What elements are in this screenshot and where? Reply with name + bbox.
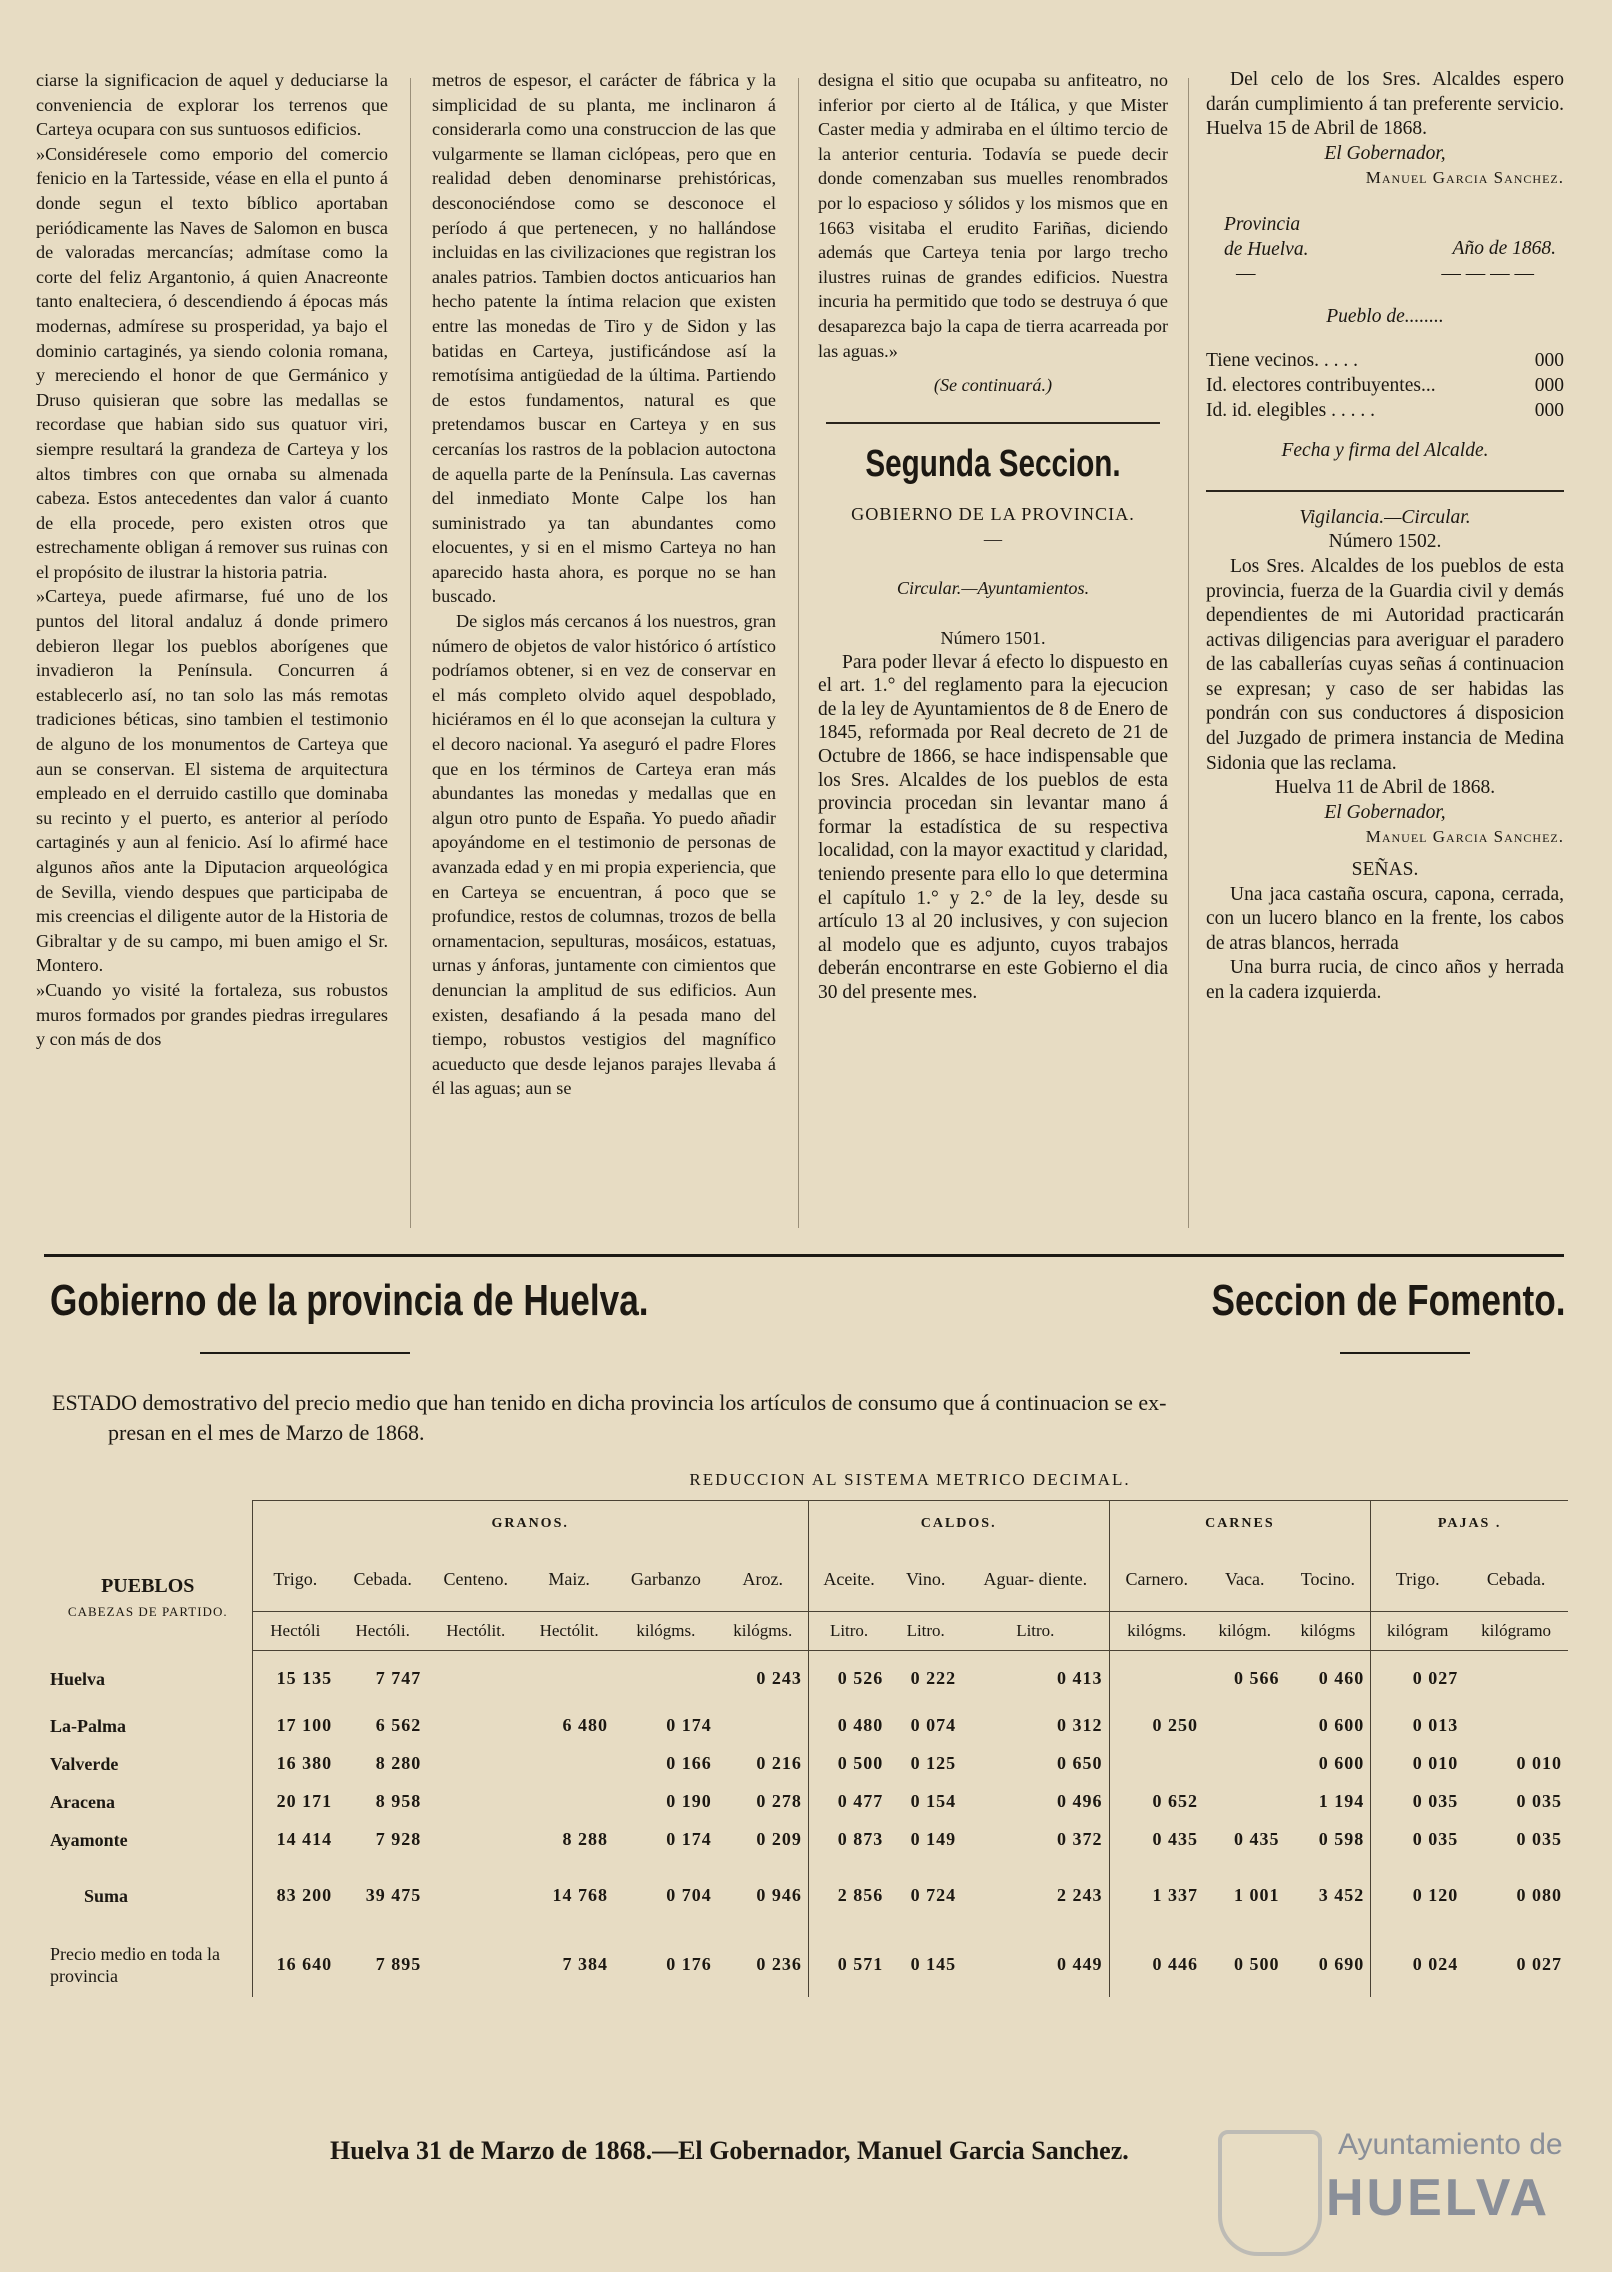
column-header: Cebada.: [1486, 1568, 1546, 1589]
table-cell: 0 566: [1234, 1668, 1280, 1689]
circular-title: Vigilancia.—Circular.: [1299, 506, 1471, 528]
row-label: Huelva: [50, 1668, 106, 1689]
table-cell: [1204, 1745, 1286, 1783]
table-cell: 0 027: [1516, 1954, 1562, 1974]
divider: [1206, 490, 1564, 492]
column-unit: Hectóli.: [338, 1612, 427, 1651]
table-cell: 3 452: [1318, 1885, 1365, 1905]
group-label: CARNES: [1109, 1501, 1371, 1548]
table-cell: 0 013: [1371, 1707, 1465, 1745]
form-value: 000: [1534, 399, 1564, 421]
table-row: [44, 1783, 1568, 1821]
column-unit: Hectólit.: [524, 1612, 614, 1651]
table-cell: 0 598: [1318, 1829, 1365, 1849]
column-header: Aceite.: [808, 1547, 889, 1612]
table-cell: 0 145: [910, 1954, 957, 1974]
estado-description: [52, 1388, 1562, 1448]
table-cell: 0 010: [1371, 1745, 1465, 1783]
signs-heading: SEÑAS.: [1351, 859, 1419, 881]
table-cell: 15 135: [252, 1651, 338, 1707]
table-cell: [427, 1933, 524, 1997]
paragraph: metros de espesor, el carácter de fábrica y la simplicidad de su planta, me inclinaron á considerarla como una construccion de las que vulgarmente se llaman ciclópeas, pero que en realidad deben denominarse prehistóricas, desconociéndose como se desconoce el período á que pertenecen, y no hallándose incluidas en las civilizaciones que registran los anales patrios. Tambien doctos anticuarios han hecho patente la íntima relacion que existen entre las monedas de Tiro y de Sidon y las batidas en Carteya, justificándose así la remotísima antigüedad de la última. Partiendo de estos fundamentos, natural es que pretendamos buscar en Carteya y en sus cercanías los rastros de la poblacion autoctona de aquella parte de la Península. Las cavernas del inmediato Monte Calpe los han suministrado ya tan abundantes como elocuentes, y si en el mismo Carteya no han aparecido hasta ahora, es porque no se han buscado.: [432, 70, 776, 607]
table-cell: 7 895: [375, 1954, 422, 1974]
group-label: PAJAS .: [1371, 1501, 1568, 1548]
table-cell: 0 946: [756, 1885, 802, 1905]
table-cell: 83 200: [252, 1859, 338, 1933]
signature-name: Manuel Garcia Sanchez.: [1365, 827, 1564, 847]
article-column-1: [36, 68, 388, 1216]
row-label: La-Palma: [50, 1715, 126, 1736]
row-label: Valverde: [50, 1753, 119, 1774]
paragraph: De siglos más cercanos á los nuestros, gran número de objetos de valor histórico ó artístico podríamos obtener, si en vez de conservar en el más completo olvido aquel despoblado, hiciéramos en él lo que aconsejan la cultura y el decoro nacional. Ya aseguró el padre Flores que en los términos de Carteya eran más abundantes las monedas y medallas que en algun otro punto de España. Yo puedo añadir apoyándome en el testimonio de personas de avanzada edad y en mi propia experiencia, que en Carteya se encuentran, á poco que se profundice, restos de columnas, trozos de bella ornamentacion, sepulturas, mosáicos, estatuas, urnas y ánforas, juntamente con cimientos que denuncian la amplitud de sus edificios. Aun existen, desafiando á la pesada mano del tiempo, robustos vestigios del magnífico acueducto que desde lejanos parajes llevaba á él las aguas; aun se: [432, 611, 776, 1099]
article-column-4: [1206, 68, 1564, 1216]
form-rows: [1206, 349, 1564, 423]
dash: —: [983, 528, 1003, 549]
table-cell: 0 074: [910, 1715, 957, 1735]
column-header: Aguar- diente.: [983, 1568, 1088, 1589]
table-cell: [718, 1707, 809, 1745]
column-divider: [1188, 78, 1189, 1228]
dash: —: [1236, 263, 1256, 285]
table-cell: 8 280: [375, 1753, 422, 1773]
table-cell: 0 704: [666, 1885, 712, 1905]
column-header: Garbanzo: [630, 1568, 701, 1589]
table-cell: 0 080: [1516, 1885, 1562, 1905]
table-cell: [427, 1651, 524, 1707]
table-cell: [1204, 1783, 1286, 1821]
paragraph: designa el sitio que ocupaba su anfiteatro, no inferior por cierto al de Itálica, y que Mister Caster media y admiraba en el último tercio de la anterior centuria. Todavía se puede decir donde comenzaban sus muelles renombrados por lo espacioso y sólidos y los mismos que en 1663 visitaba el erudito Fariñas, diciendo además que Carteya tenia por largo trecho ilustres ruinas de grandes edificios. Nuestra incuria ha permitido que todo se destruya ó que desaparezca bajo la capa de tierra acarreada por las aguas.»: [818, 70, 1168, 361]
section-title: Segunda Seccion.: [865, 442, 1121, 485]
column-header: Aroz.: [742, 1568, 784, 1589]
row-label: Aracena: [50, 1791, 115, 1812]
table-cell: 7 747: [375, 1668, 422, 1689]
ornament-rule: [1340, 1352, 1470, 1354]
column-header: Trigo.: [1371, 1547, 1465, 1612]
table-cell: 16 380: [252, 1745, 338, 1783]
table-cell: 0 480: [808, 1707, 889, 1745]
table-cell: 0 500: [1234, 1954, 1280, 1974]
table-cell: 0 526: [808, 1651, 889, 1707]
table-cell: 0 035: [1371, 1821, 1465, 1859]
table-cell: 0 600: [1318, 1715, 1365, 1735]
section-rule: [44, 1254, 1564, 1257]
sign-item: Una jaca castaña oscura, capona, cerrada, con un lucero blanco en la frente, los cabos de atras blancos, herrada: [1206, 883, 1564, 954]
table-cell: 0 435: [1234, 1829, 1280, 1849]
continuation-note: (Se continuará.): [933, 375, 1053, 396]
table-cell: 0 190: [666, 1791, 712, 1811]
estado-line: ESTADO demostrativo del precio medio que han tenido en dicha provincia los artículos de consumo que á continuacion se ex-: [52, 1390, 1167, 1415]
table-cell: [427, 1821, 524, 1859]
table-cell: 20 171: [252, 1783, 338, 1821]
form-row: [1206, 349, 1564, 374]
table-header-cabezas: CABEZAS DE PARTIDO.: [67, 1603, 228, 1619]
table-cell: [427, 1859, 524, 1933]
table-cell: 0 010: [1516, 1753, 1562, 1773]
table-cell: 14 414: [252, 1821, 338, 1859]
footer-signature: Huelva 31 de Marzo de 1868.—El Gobernador, Manuel Garcia Sanchez.: [330, 2136, 1129, 2165]
table-cell: 0 690: [1318, 1954, 1365, 1974]
table-cell: 0 035: [1371, 1783, 1465, 1821]
table-cell: 0 174: [666, 1715, 712, 1735]
table-cell: 14 768: [552, 1885, 609, 1905]
circular-body: Los Sres. Alcaldes de los pueblos de esta provincia, fuerza de la Guardia civil y demás dependientes de mi Autoridad practicarán activas diligencias para averiguar el paradero de las caballerías cuyas señas á continuacion se expresan; y caso de ser habidas las pondrán con sus conductores á disposicion del Juzgado de primera instancia de Medina Sidonia que las reclama.: [1206, 555, 1564, 774]
table-cell: 0 176: [666, 1954, 712, 1974]
ornament-rule: [200, 1352, 410, 1354]
table-cell: 0 035: [1516, 1791, 1562, 1811]
table-cell: [1464, 1707, 1568, 1745]
table-cell: 0 500: [808, 1745, 889, 1783]
table-row: [44, 1707, 1568, 1745]
row-label: Suma: [84, 1885, 129, 1906]
table-cell: 0 446: [1109, 1933, 1204, 1997]
divider: [826, 422, 1160, 424]
table-cell: 17 100: [252, 1707, 338, 1745]
form-year: Año de 1868.: [1452, 237, 1556, 259]
circular-number: Número 1502.: [1328, 531, 1442, 553]
table-cell: 0 600: [1318, 1753, 1365, 1773]
group-label: GRANOS.: [252, 1501, 808, 1548]
table-cell: [427, 1707, 524, 1745]
table-cell: 0 652: [1109, 1783, 1204, 1821]
column-unit: Hectóli: [252, 1612, 338, 1651]
paragraph: ciarse la significacion de aquel y deduciarse la conveniencia de explorar los terrenos que Carteya ocupara con sus suntuosos edificios.: [36, 70, 388, 140]
table-cell: [1464, 1651, 1568, 1707]
table-cell: 0 724: [910, 1885, 957, 1905]
table-cell: 0 174: [666, 1829, 712, 1849]
table-row: [44, 1859, 1568, 1933]
form-label: Id. electores contribuyentes...: [1206, 374, 1436, 396]
table-cell: [524, 1745, 614, 1783]
table-cell: 0 650: [1057, 1753, 1103, 1773]
table-cell: 6 480: [562, 1715, 609, 1735]
table-cell: 0 236: [756, 1954, 802, 1974]
form-village: Pueblo de........: [1326, 305, 1444, 327]
table-cell: 0 413: [1057, 1668, 1103, 1689]
column-header: Centeno.: [443, 1568, 508, 1589]
table-row: [44, 1821, 1568, 1859]
table-cell: 1 194: [1318, 1791, 1365, 1811]
table-cell: 0 222: [910, 1668, 957, 1689]
column-divider: [410, 78, 411, 1228]
group-label: CALDOS.: [808, 1501, 1109, 1548]
estado-line: presan en el mes de Marzo de 1868.: [108, 1420, 425, 1445]
table-cell: 2 243: [1057, 1885, 1103, 1905]
column-unit: Litro.: [808, 1612, 889, 1651]
paragraph: »Considéresele como emporio del comercio fenicio en la Tartesside, véase en ella el punto á donde segun el texto bíblico aportaban periódicamente las Naves de Salomon en busca de valoradas mercancías; admítase como la corte del feliz Argantonio, á quien Anacreonte tanto enalteciera, ó descendiendo á épocas más modernas, admírese su prosperidad, ya bajo el dominio cartaginés, ya siendo colonia romana, y mereciendo el honor de que Germánico y Druso quisieran que sobre las medallas se recordase que habian sido sus quatuor viri, siempre resultará la grandeza de Carteya y los altos timbres con que ornaba su almenada cabeza. Estos antecedentes dan valor á cuanto de ella procede, pero existen otros que estrechamente obligan á remover sus ruinas con el propósito de ilustrar la historia patria.: [36, 143, 388, 582]
table-cell: 0 024: [1371, 1933, 1465, 1997]
table-cell: 0 460: [1318, 1668, 1365, 1689]
column-unit: Hectólit.: [427, 1612, 524, 1651]
table-cell: 0 435: [1109, 1821, 1204, 1859]
column-unit: kilógms.: [1109, 1612, 1204, 1651]
form-value: 000: [1534, 374, 1564, 396]
table-cell: [427, 1783, 524, 1821]
form-province-name: de Huelva.: [1224, 238, 1309, 260]
table-cell: 1 001: [1234, 1885, 1280, 1905]
table-cell: 0 035: [1516, 1829, 1562, 1849]
table-cell: 0 449: [1057, 1954, 1103, 1974]
column-divider: [798, 78, 799, 1228]
circular-body: Para poder llevar á efecto lo dispuesto en el art. 1.° del reglamento para la ejecucion de la ley de Ayuntamientos de 8 de Enero de 1845, reformada por Real decreto de 21 de Octubre de 1866, se hace indispensable que los Sres. Alcaldes de los pueblos de esta provincia procedan sin levantar mano á formar la estadística de su respectiva localidad, con la mayor exactitud y claridad, teniendo presente para ello lo que determina el capítulo 1.° y 2.° de la ley, desde su artículo 13 al 20 inclusives, y con sujecion al modelo que es adjunto, cuyos trabajos deberán encontrarse en este Gobierno el dia 30 del presente mes.: [818, 651, 1168, 1003]
paragraph: »Carteya, puede afirmarse, fué uno de los puntos del litoral andaluz á donde primero debieron llegar los pueblos aborígenes que invadieron la Península. Concurren á establecerlo así, no tan solo las más remotas tradiciones béticas, sino tambien el testimonio de alguno de los monumentos de Carteya que aun se conservan. El sistema de arquitectura empleado en el derruido castillo que dominaba su recinto y el puerto, es anterior al período cartaginés y aun al fenicio. Así lo afirmé hace algunos años ante la Diputacion arqueológica de Sevilla, viendo despues que participaba de mis creencias el diligente autor de la Historia de Gibraltar y de su campo, mi buen amigo el Sr. Montero.: [36, 586, 388, 976]
table-cell: 0 571: [808, 1933, 889, 1997]
form-value: 000: [1534, 350, 1564, 372]
paragraph: »Cuando yo visité la fortaleza, sus robustos muros formados por grandes piedras irregulares y con más de dos: [36, 979, 388, 1050]
form-label: Tiene vecinos. . . . .: [1206, 350, 1359, 372]
table-cell: 0 477: [808, 1783, 889, 1821]
column-header: Vino.: [905, 1568, 946, 1589]
form-label: Id. id. elegibles . . . . .: [1206, 399, 1375, 421]
form-province: Provincia: [1224, 213, 1301, 235]
table-cell: [614, 1651, 718, 1707]
table-cell: 0 125: [910, 1753, 957, 1773]
table-cell: 8 958: [375, 1791, 422, 1811]
table-header-pueblos: PUEBLOS: [101, 1574, 195, 1597]
table-cell: 0 312: [1057, 1715, 1103, 1735]
column-unit: kilógms.: [614, 1612, 718, 1651]
watermark-text: Ayuntamiento de: [1338, 2128, 1563, 2161]
government-heading: GOBIERNO DE LA PROVINCIA.: [851, 504, 1135, 525]
date-line: Huelva 11 de Abril de 1868.: [1274, 777, 1496, 799]
signature-title: El Gobernador,: [1324, 142, 1446, 164]
table-cell: 0 216: [756, 1753, 802, 1773]
signature-name: Manuel Garcia Sanchez.: [1365, 168, 1564, 188]
column-unit: kilógm.: [1204, 1612, 1286, 1651]
table-row: [44, 1933, 1568, 1997]
column-unit: Litro.: [962, 1612, 1109, 1651]
fomento-header: Seccion de Fomento.: [1211, 1276, 1566, 1325]
table-cell: 7 384: [562, 1954, 609, 1974]
table-cell: 0 496: [1057, 1791, 1103, 1811]
article-column-3: [818, 68, 1168, 1216]
column-unit: Litro.: [889, 1612, 962, 1651]
sign-item: Una burra rucia, de cinco años y herrada en la cadera izquierda.: [1206, 957, 1564, 1003]
table-cell: 16 640: [252, 1933, 338, 1997]
table-cell: 0 154: [910, 1791, 957, 1811]
form-signature: Fecha y firma del Alcalde.: [1281, 440, 1489, 462]
table-row: [44, 1745, 1568, 1783]
form-row: [1206, 374, 1564, 399]
table-cell: 0 278: [756, 1791, 802, 1811]
column-header: Maiz.: [548, 1568, 590, 1589]
table-cell: 39 475: [365, 1885, 422, 1905]
price-table: [44, 1460, 1568, 1997]
column-unit: kilógms: [1286, 1612, 1371, 1651]
row-label: Ayamonte: [50, 1829, 128, 1850]
article-column-2: [432, 68, 776, 1216]
table-cell: 0 243: [756, 1668, 802, 1689]
circular-number: Número 1501.: [940, 628, 1046, 649]
table-cell: [1109, 1651, 1204, 1707]
table-cell: 0 209: [756, 1829, 802, 1849]
column-unit: kilógram: [1371, 1612, 1465, 1651]
column-header: Cebada.: [353, 1568, 412, 1589]
table-cell: 0 027: [1371, 1651, 1465, 1707]
table-cell: 0 149: [910, 1829, 957, 1849]
table-cell: 0 372: [1057, 1829, 1103, 1849]
table-cell: [524, 1783, 614, 1821]
table-cell: 1 337: [1109, 1859, 1204, 1933]
dash: — — — —: [1441, 263, 1534, 285]
shield-icon: [1218, 2130, 1322, 2256]
column-unit: kilógms.: [718, 1612, 809, 1651]
signature-title: El Gobernador,: [1324, 801, 1446, 823]
column-header: Trigo.: [252, 1547, 338, 1612]
table-cell: [1204, 1707, 1286, 1745]
table-cell: 6 562: [375, 1715, 422, 1735]
table-cell: 0 120: [1371, 1859, 1465, 1933]
table-cell: [524, 1651, 614, 1707]
circular-title: Circular.—Ayuntamientos.: [896, 577, 1090, 598]
province-header: Gobierno de la provincia de Huelva.: [50, 1276, 649, 1325]
column-header: Carnero.: [1109, 1547, 1204, 1612]
table-title: REDUCCION AL SISTEMA METRICO DECIMAL.: [252, 1460, 1568, 1501]
column-header: Vaca.: [1225, 1568, 1265, 1589]
table-cell: 0 166: [666, 1753, 712, 1773]
form-row: [1206, 399, 1564, 424]
table-cell: 8 288: [562, 1829, 609, 1849]
paragraph: Del celo de los Sres. Alcaldes espero darán cumplimiento á tan preferente servicio. Huelva 15 de Abril de 1868.: [1206, 69, 1564, 140]
table-row: [44, 1651, 1568, 1707]
table-cell: 0 250: [1109, 1707, 1204, 1745]
column-header: Tocino.: [1300, 1568, 1355, 1589]
table-cell: [427, 1745, 524, 1783]
table-cell: 7 928: [375, 1829, 422, 1849]
table-cell: 2 856: [808, 1859, 889, 1933]
table-cell: 0 873: [808, 1821, 889, 1859]
watermark-text: HUELVA: [1326, 2169, 1551, 2227]
table-cell: [1109, 1745, 1204, 1783]
column-unit: kilógramo: [1464, 1612, 1568, 1651]
row-label: Precio medio en toda la provincia: [50, 1943, 220, 1986]
